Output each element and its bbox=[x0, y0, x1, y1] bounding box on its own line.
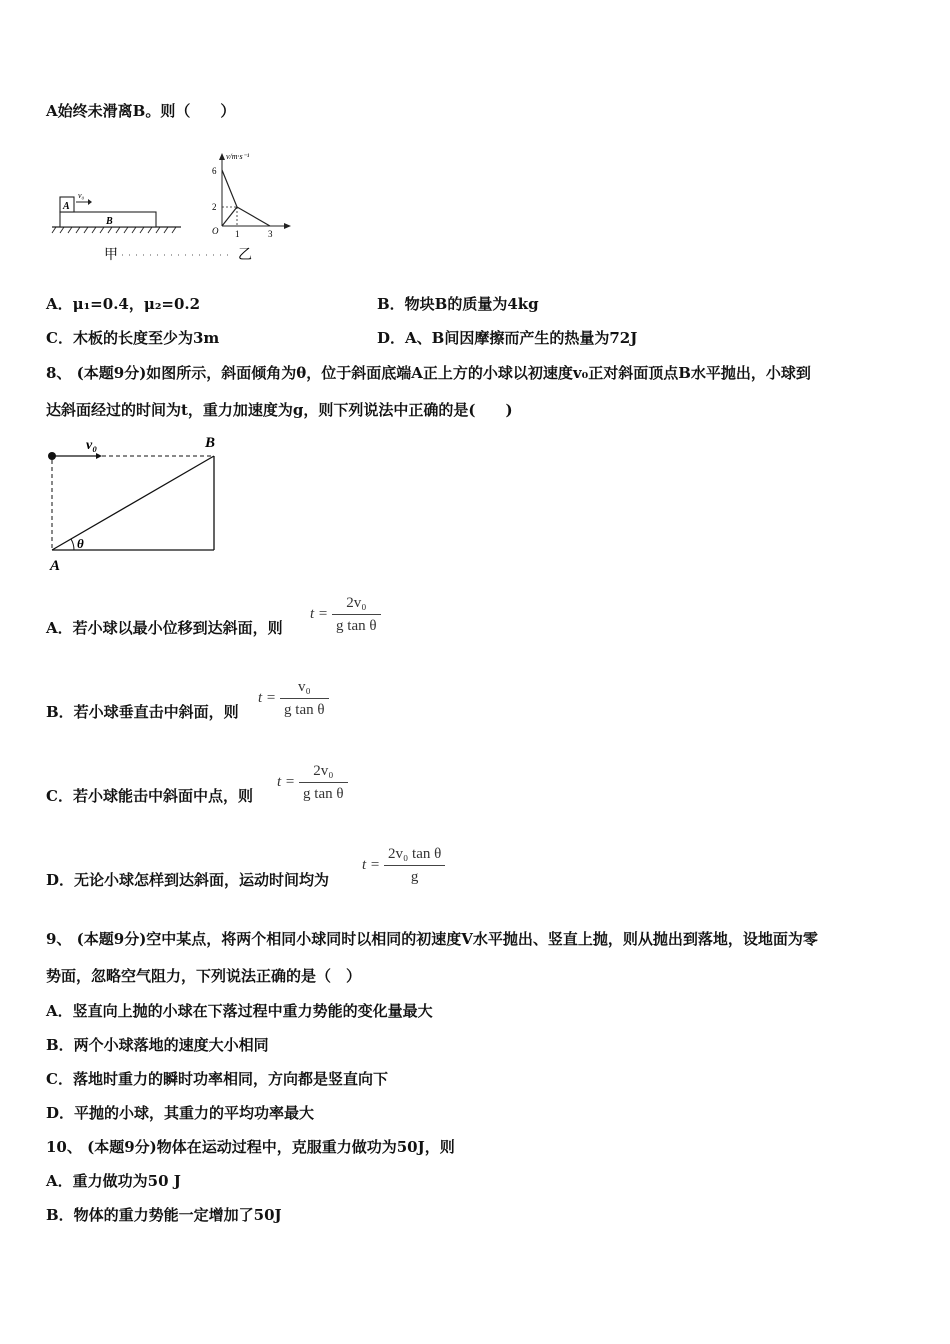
label-theta: θ bbox=[77, 536, 84, 551]
block-a-label: A bbox=[63, 201, 70, 212]
caption-yi: 乙 bbox=[238, 247, 252, 263]
v-axis-label: v/m·s⁻¹ bbox=[226, 152, 250, 161]
formula-denominator: g tan θ bbox=[336, 618, 377, 634]
q7-figure bbox=[46, 148, 296, 266]
q8-figure bbox=[40, 430, 230, 575]
q8-stem-line1: 8、 (本题9分)如图所示，斜面倾角为θ，位于斜面底端A正上方的小球以初速度v₀正对斜面顶点B水平抛出，小球到 bbox=[46, 364, 811, 382]
caption-jia: 甲 bbox=[104, 247, 118, 263]
q8-option-b-formula bbox=[258, 676, 329, 721]
q9-stem-line1: 9、 (本题9分)空中某点，将两个相同小球同时以相同的初速度V水平抛出、竖直上抛，则从抛出到落地，设地面为零 bbox=[46, 930, 818, 948]
q7-option-d: D．A、B间因摩擦而产生的热量为72J bbox=[377, 329, 638, 347]
q9-stem-line2: 势面，忽略空气阻力，下列说法正确的是（ ） bbox=[46, 967, 362, 985]
q8-option-c-formula bbox=[277, 760, 348, 805]
q8-option-d: D．无论小球怎样到达斜面，运动时间均为 bbox=[46, 871, 330, 889]
tick-y-2: 2 bbox=[212, 202, 217, 212]
q8-option-c: C．若小球能击中斜面中点，则 bbox=[46, 787, 253, 805]
formula-denominator: g bbox=[410, 869, 419, 885]
formula-t: t = bbox=[310, 606, 329, 622]
label-a: A bbox=[50, 558, 61, 574]
formula-denominator: g tan θ bbox=[284, 702, 325, 718]
q8-option-a-formula bbox=[310, 592, 381, 637]
q8-option-b: B．若小球垂直击中斜面，则 bbox=[46, 703, 239, 721]
q10-stem: 10、 (本题9分)物体在运动过程中，克服重力做功为50J，则 bbox=[46, 1138, 455, 1156]
q8-stem-line2: 达斜面经过的时间为t，重力加速度为g，则下列说法中正确的是( ) bbox=[46, 401, 513, 419]
tick-x-3: 3 bbox=[268, 229, 273, 239]
tick-y-6: 6 bbox=[212, 166, 217, 176]
intro-line: A始终未滑离B。则（ ） bbox=[46, 102, 236, 120]
formula-numerator: 2v₀ bbox=[332, 592, 381, 615]
v0-label-8: v₀ bbox=[86, 438, 98, 453]
q7-option-a: A．μ₁=0.4，μ₂=0.2 bbox=[46, 295, 201, 313]
q8-option-d-formula bbox=[362, 843, 445, 888]
formula-t: t = bbox=[362, 857, 381, 873]
q10-option-a: A．重力做功为50 J bbox=[46, 1172, 181, 1190]
formula-t: t = bbox=[258, 690, 277, 706]
v0-label-7: v₀ bbox=[78, 191, 85, 200]
formula-numerator: v₀ bbox=[280, 676, 329, 699]
formula-numerator: 2v₀ bbox=[299, 760, 348, 783]
tick-x-1: 1 bbox=[235, 229, 240, 239]
q9-option-c: C．落地时重力的瞬时功率相同，方向都是竖直向下 bbox=[46, 1070, 388, 1088]
q9-option-a: A．竖直向上抛的小球在下落过程中重力势能的变化量最大 bbox=[46, 1002, 433, 1020]
formula-denominator: g tan θ bbox=[303, 786, 344, 802]
formula-numerator: 2v₀ tan θ bbox=[384, 843, 445, 866]
q9-option-d: D．平抛的小球，其重力的平均功率最大 bbox=[46, 1104, 315, 1122]
q10-option-b: B．物体的重力势能一定增加了50J bbox=[46, 1206, 282, 1224]
q9-option-b: B．两个小球落地的速度大小相同 bbox=[46, 1036, 269, 1054]
plank-b-label: B bbox=[106, 216, 113, 227]
origin-label: O bbox=[212, 226, 219, 236]
line-b bbox=[222, 207, 237, 226]
label-b: B bbox=[205, 435, 216, 451]
q7-option-b: B．物块B的质量为4kg bbox=[377, 295, 539, 313]
q7-option-c: C．木板的长度至少为3m bbox=[46, 329, 220, 347]
q8-option-a: A．若小球以最小位移到达斜面，则 bbox=[46, 619, 283, 637]
formula-t: t = bbox=[277, 774, 296, 790]
